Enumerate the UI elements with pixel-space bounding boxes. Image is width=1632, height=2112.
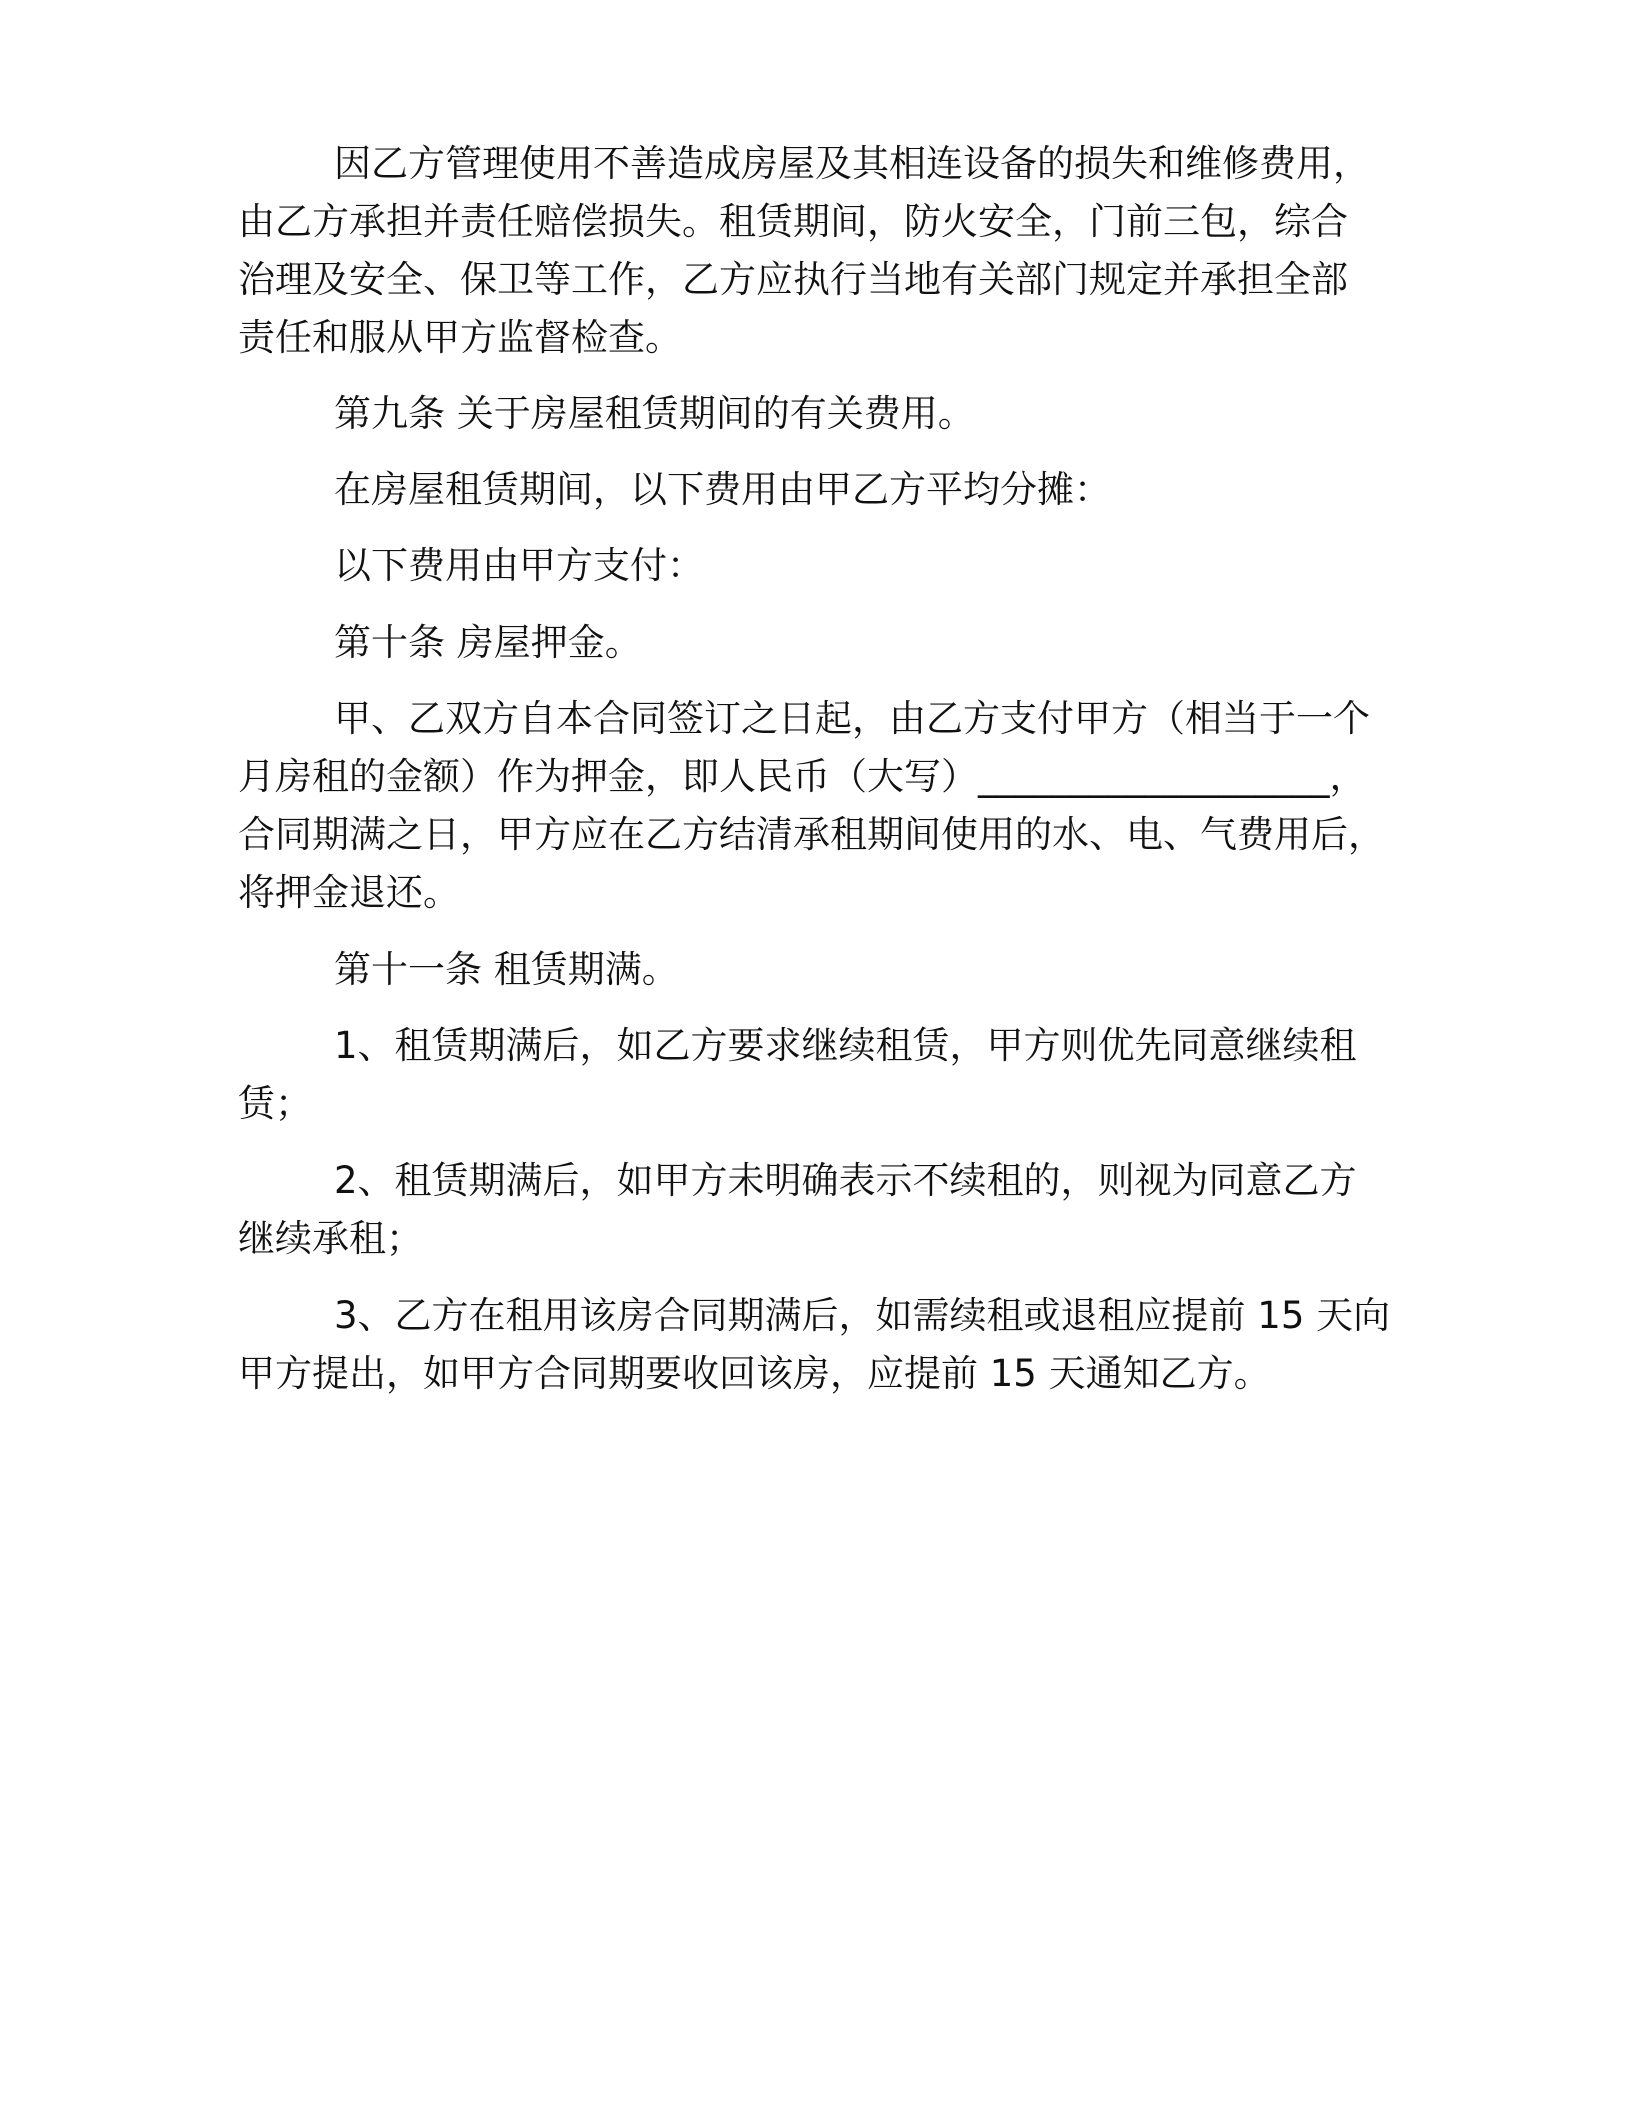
text-line: 合同期满之日，甲方应在乙方结清承租期间使用的水、电、气费用后， (238, 813, 1385, 856)
text-line: 甲、乙双方自本合同签订之日起，由乙方支付甲方（相当于一个 (334, 697, 1370, 740)
section-heading: 第九条 关于房屋租赁期间的有关费用。 (334, 392, 975, 435)
text-line: 在房屋租赁期间，以下费用由甲乙方平均分摊： (334, 468, 1111, 511)
text-line: 月房租的金额）作为押金，即人民币（大写）___________________， (238, 755, 1367, 798)
section-heading: 第十一条 租赁期满。 (334, 948, 679, 991)
list-item: 1、租赁期满后，如乙方要求继续租赁，甲方则优先同意继续租 (334, 1024, 1357, 1067)
list-item: 3、乙方在租用该房合同期满后，如需续租或退租应提前 15 天向 (334, 1294, 1391, 1337)
text-line: 由乙方承担并责任赔偿损失。租赁期间，防火安全，门前三包，综合 (238, 200, 1348, 243)
list-item: 2、租赁期满后，如甲方未明确表示不续租的，则视为同意乙方 (334, 1159, 1357, 1202)
list-item-continued: 赁； (238, 1082, 312, 1125)
text-line: 将押金退还。 (238, 871, 460, 914)
section-heading: 第十条 房屋押金。 (334, 621, 642, 664)
list-item-continued: 继续承租； (238, 1217, 423, 1260)
list-item-continued: 甲方提出，如甲方合同期要收回该房，应提前 15 天通知乙方。 (238, 1352, 1271, 1395)
text-line: 治理及安全、保卫等工作，乙方应执行当地有关部门规定并承担全部 (238, 258, 1348, 301)
text-line: 责任和服从甲方监督检查。 (238, 316, 682, 359)
text-line: 因乙方管理使用不善造成房屋及其相连设备的损失和维修费用， (334, 142, 1370, 185)
text-line: 以下费用由甲方支付： (334, 544, 704, 587)
